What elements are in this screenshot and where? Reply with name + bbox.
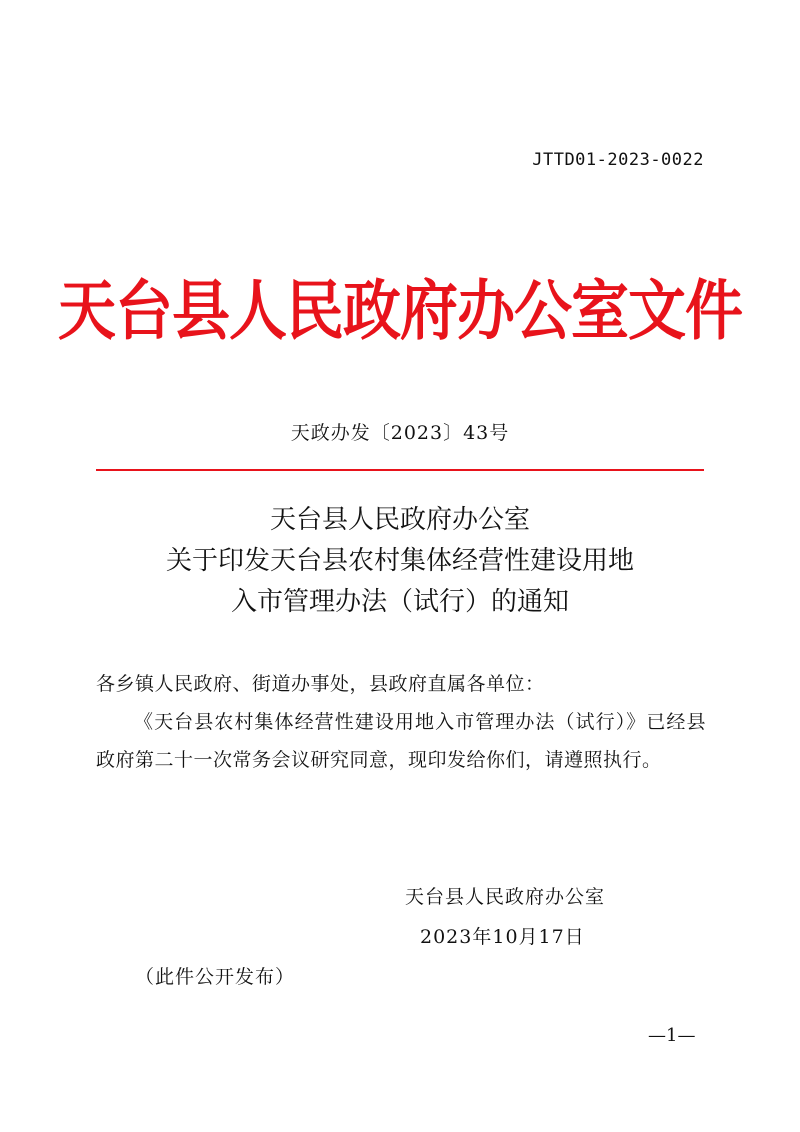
title-line: 关于印发天台县农村集体经营性建设用地 [165,546,634,576]
page-number: —1— [648,1025,696,1046]
title-line: 入市管理办法（试行）的通知 [230,587,569,617]
release-note: （此件公开发布） [135,966,296,988]
title-line: 天台县人民政府办公室 [269,505,530,535]
issuer-banner: 天台县人民政府办公室文件 [57,272,742,349]
issue-number: 天政办发〔2023〕43号 [290,422,510,444]
signer-name: 天台县人民政府办公室 [405,886,606,908]
red-separator-line [96,469,704,471]
body-paragraph: 《天台县农村集体经营性建设用地入市管理办法（试行）》已经县政府第二十一次常务会议研究同意，现印发给你们，请遵照执行。 [96,711,706,771]
document-title [0,500,800,623]
document-code: JTTD01-2023-0022 [532,150,704,170]
signing-date: 2023年10月17日 [420,926,585,948]
salutation: 各乡镇人民政府、街道办事处，县政府直属各单位： [96,673,545,695]
